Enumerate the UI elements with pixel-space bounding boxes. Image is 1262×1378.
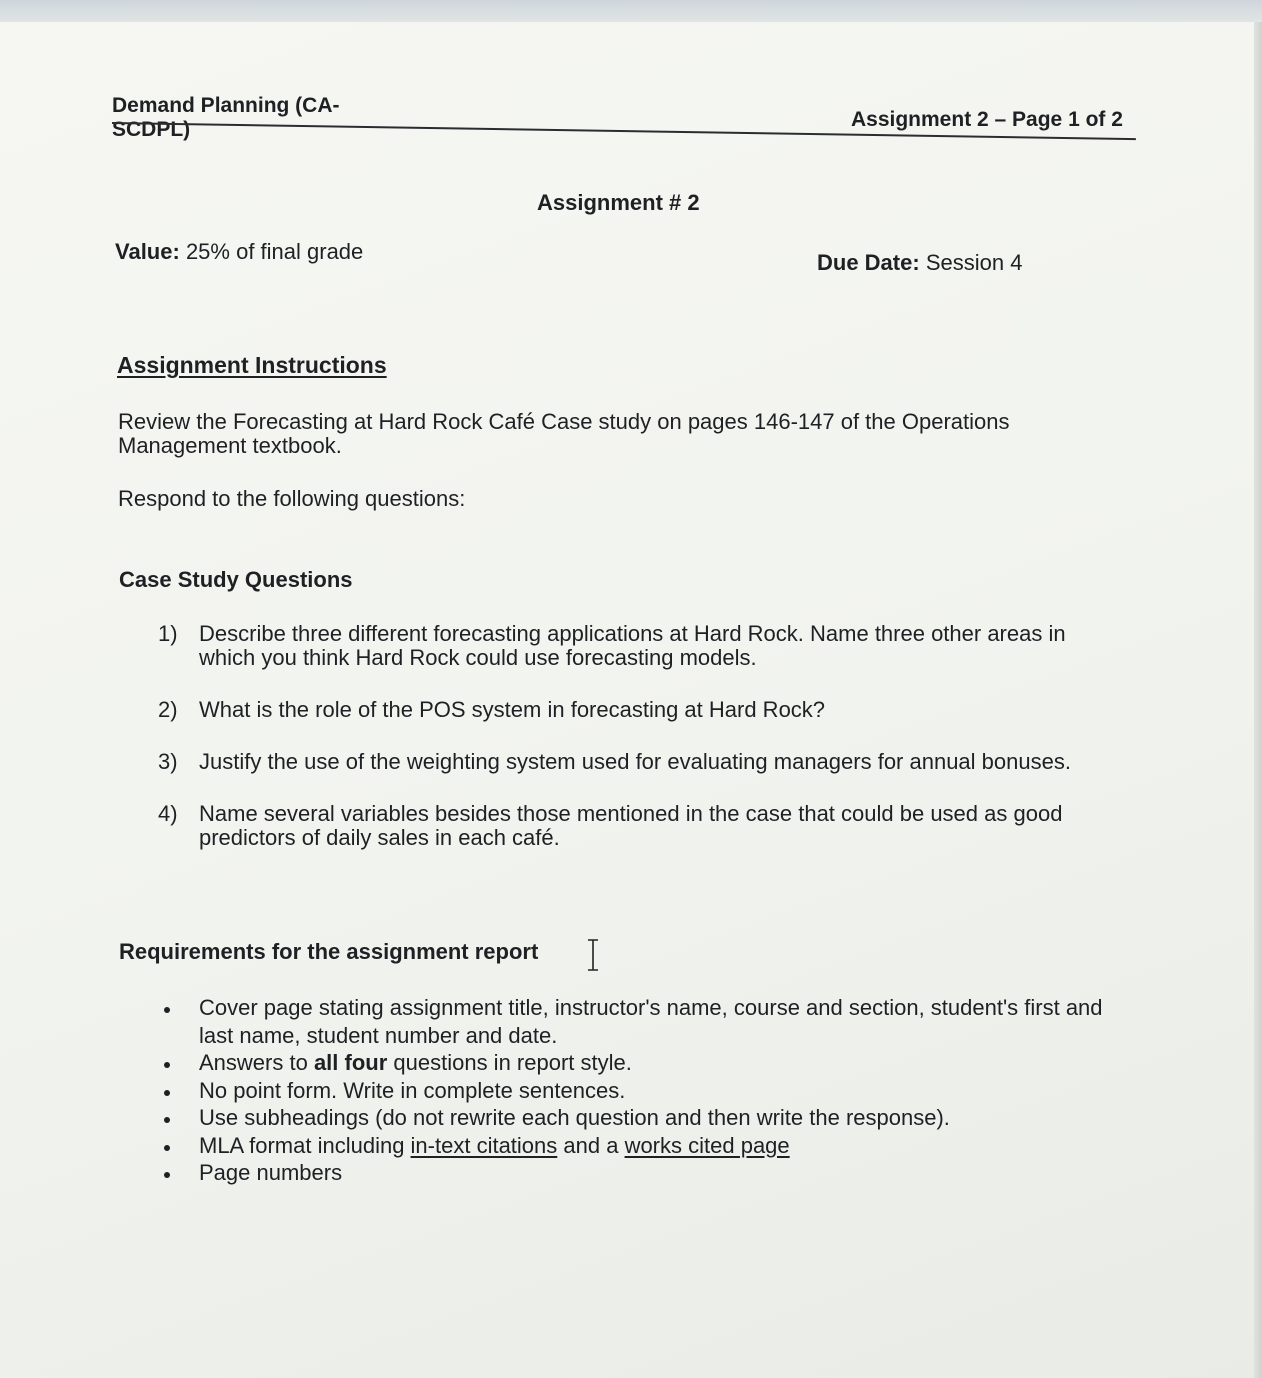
bullet-icon xyxy=(164,1007,170,1013)
requirement-text-pre: Answers to xyxy=(199,1050,314,1075)
requirements-heading: Requirements for the assignment report xyxy=(119,939,539,964)
bullet-icon xyxy=(164,1090,170,1096)
bullet-icon xyxy=(164,1145,170,1151)
question-text: Name several variables besides those mentioned in the case that could be used as good predictors of daily sales in each café. xyxy=(199,801,1063,850)
respond-prompt: Respond to the following questions: xyxy=(118,486,466,511)
grade-value-label: Value: xyxy=(115,239,180,264)
question-item xyxy=(158,750,1108,774)
document-page xyxy=(0,22,1262,1378)
requirement-text-mid: and a xyxy=(557,1132,625,1158)
due-date-text: Session 4 xyxy=(925,250,1023,275)
requirement-text: Use subheadings (do not rewrite each question and then write the response). xyxy=(199,1105,950,1130)
requirement-text-pre: MLA format including xyxy=(199,1132,411,1158)
grade-value-text: 25% of final grade xyxy=(185,239,364,264)
requirement-item xyxy=(160,1159,1110,1187)
question-number: 2) xyxy=(158,697,178,722)
monitor-right-edge xyxy=(1254,22,1262,1378)
requirement-text: No point form. Write in complete sentences. xyxy=(199,1077,626,1103)
requirement-text: Page numbers xyxy=(199,1160,343,1185)
works-cited-link[interactable]: works cited page xyxy=(624,1132,790,1158)
question-item xyxy=(158,622,1108,670)
assignment-title: Assignment # 2 xyxy=(537,190,700,215)
question-text: Describe three different forecasting applications at Hard Rock. Name three other areas in which you think Hard Rock could use forecasting models. xyxy=(199,621,1066,670)
instructions-heading: Assignment Instructions xyxy=(117,352,387,378)
question-number: 4) xyxy=(158,801,178,826)
requirement-text-post: questions in report style. xyxy=(387,1050,632,1075)
question-item xyxy=(158,698,1108,722)
bullet-icon xyxy=(164,1062,170,1068)
page-header-label: Assignment 2 – Page 1 of 2 xyxy=(851,108,1123,131)
requirements-list xyxy=(160,994,1110,1187)
requirement-item xyxy=(160,1132,1110,1160)
question-number: 1) xyxy=(158,621,178,646)
question-text: Justify the use of the weighting system used for evaluating managers for annual bonuses. xyxy=(199,749,1071,774)
due-date xyxy=(817,250,1022,276)
question-number: 3) xyxy=(158,749,178,774)
requirement-item xyxy=(160,994,1110,1049)
instructions-paragraph: Review the Forecasting at Hard Rock Café Case study on pages 146-147 of the Operations Management textbook. xyxy=(118,409,1010,458)
requirement-item xyxy=(160,1077,1110,1105)
course-header: Demand Planning (CA-SCDPL) xyxy=(112,94,340,141)
in-text-citations-link[interactable]: in-text citations xyxy=(410,1132,558,1158)
due-date-label: Due Date: xyxy=(817,250,920,275)
case-study-heading: Case Study Questions xyxy=(119,567,353,592)
question-list xyxy=(158,622,1108,878)
grade-value xyxy=(115,239,363,265)
bullet-icon xyxy=(164,1172,170,1178)
requirement-item xyxy=(160,1104,1110,1132)
text-cursor-icon xyxy=(586,939,600,971)
question-item xyxy=(158,802,1108,850)
requirement-text-bold: all four xyxy=(313,1050,388,1075)
requirement-item xyxy=(160,1049,1110,1077)
bullet-icon xyxy=(164,1117,170,1123)
question-text: What is the role of the POS system in forecasting at Hard Rock? xyxy=(199,697,826,722)
requirement-text: Cover page stating assignment title, instructor's name, course and section, student's first and last name, student number and date. xyxy=(199,995,1103,1048)
